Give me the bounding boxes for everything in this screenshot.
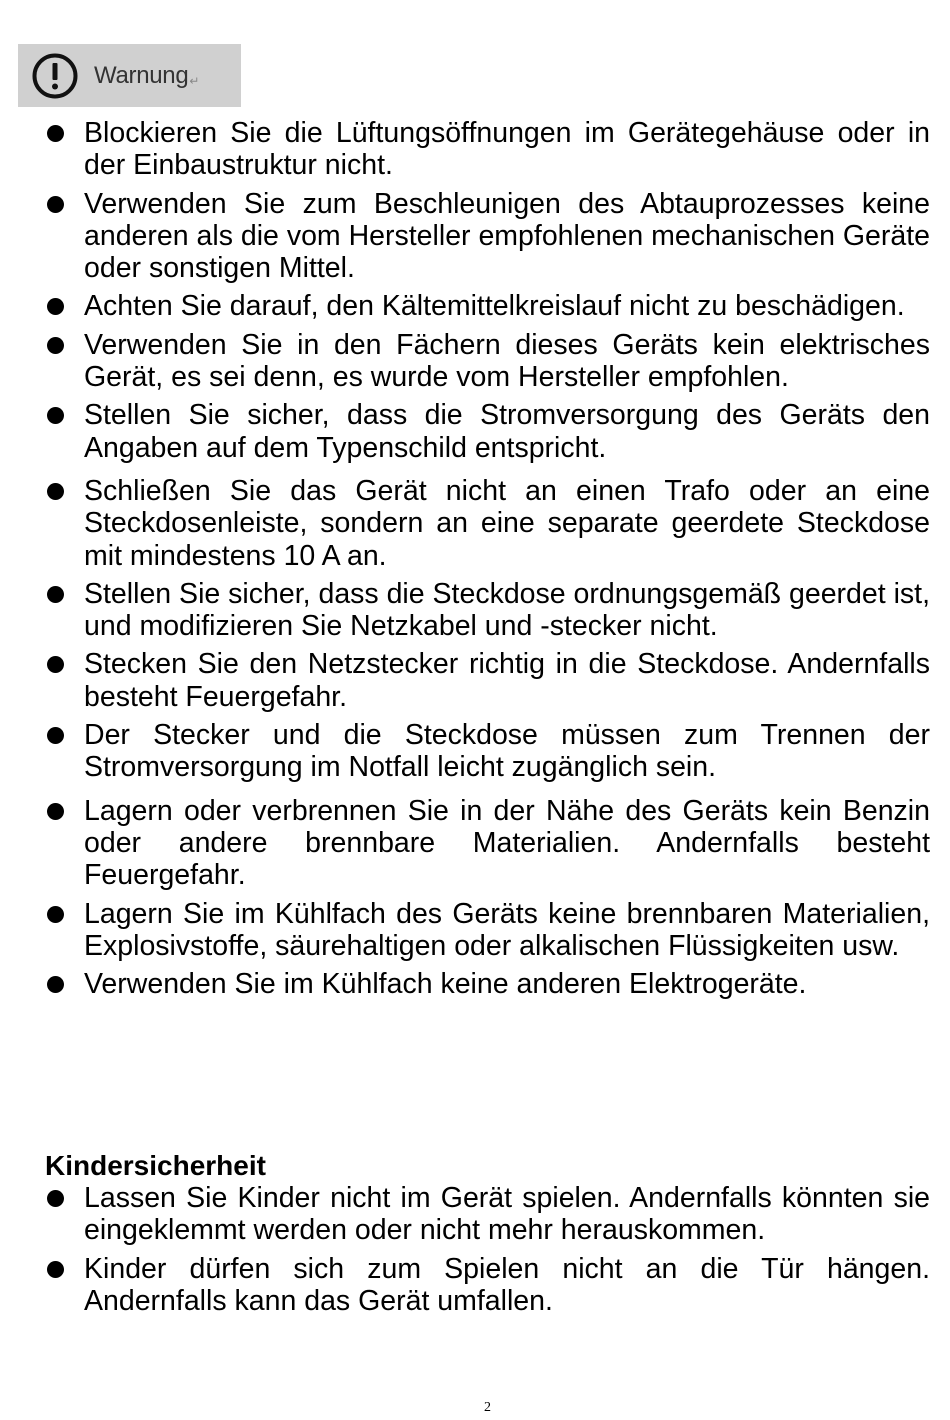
list-item — [0, 795, 950, 892]
bullet-icon — [47, 727, 64, 744]
list-item-text: Verwenden Sie im Kühlfach keine anderen Elektrogeräte. — [84, 968, 807, 1001]
section-heading: Kindersicherheit — [45, 1150, 266, 1181]
list-item — [0, 475, 950, 572]
warning-header — [18, 44, 241, 107]
bullet-icon — [47, 656, 64, 673]
list-item-text: Lagern Sie im Kühlfach des Geräts keine brennbaren Materialien, Explosivstoffe, säurehaltigen oder alkalischen Flüssigkeiten usw. — [84, 897, 930, 962]
bullet-icon — [47, 298, 64, 315]
warning-list — [0, 117, 950, 1000]
list-item — [0, 578, 950, 643]
bullet-icon — [47, 906, 64, 923]
exclamation-circle-icon — [31, 52, 79, 100]
bullet-icon — [47, 586, 64, 603]
bullet-icon — [47, 976, 64, 993]
list-item — [0, 719, 950, 784]
list-item — [0, 1182, 950, 1247]
list-item-text: Verwenden Sie in den Fächern dieses Geräts kein elektrisches Gerät, es sei denn, es wurde vom Hersteller empfohlen. — [84, 328, 930, 394]
list-item — [0, 290, 950, 322]
list-item-text: Stecken Sie den Netzstecker richtig in die Steckdose. Andernfalls besteht Feuergefahr. — [84, 648, 930, 713]
list-item-text: Blockieren Sie die Lüftungsöffnungen im Gerätegehäuse oder in der Einbaustruktur nicht. — [84, 117, 930, 182]
bullet-icon — [47, 407, 64, 424]
list-item-text: Lassen Sie Kinder nicht im Gerät spielen. Andernfalls könnten sie eingeklemmt werden oder nicht mehr herauskommen. — [84, 1182, 930, 1247]
bullet-icon — [47, 125, 64, 142]
list-item — [0, 329, 950, 394]
list-item-text: Der Stecker und die Steckdose müssen zum Trennen der Stromversorgung im Notfall leicht zugänglich sein. — [84, 719, 930, 784]
list-item — [0, 648, 950, 713]
warning-label: Warnung↵ — [94, 61, 200, 89]
bullet-icon — [47, 1261, 64, 1278]
list-item — [0, 188, 950, 285]
list-item-text: Schließen Sie das Gerät nicht an einen Trafo oder an eine Steckdosenleiste, sondern an eine separate geerdete Steckdose mit mindestens 10 A an. — [84, 474, 930, 572]
list-item-text: Stellen Sie sicher, dass die Steckdose ordnungsgemäß geerdet ist, und modifizieren Sie Netzkabel und -stecker nicht. — [84, 577, 930, 643]
bullet-icon — [47, 483, 64, 500]
page-number: 2 — [484, 1400, 491, 1415]
list-item-text: Stellen Sie sicher, dass die Stromversorgung des Geräts den Angaben auf dem Typenschild entspricht. — [84, 399, 930, 464]
bullet-icon — [47, 1190, 64, 1207]
child-safety-list — [0, 1182, 950, 1317]
bullet-icon — [47, 196, 64, 213]
list-item — [0, 117, 950, 182]
list-item — [0, 399, 950, 464]
list-item — [0, 1253, 950, 1318]
list-item-text: Lagern oder verbrennen Sie in der Nähe des Geräts kein Benzin oder andere brennbare Materialien. Andernfalls besteht Feuergefahr. — [84, 794, 930, 892]
list-item — [0, 898, 950, 963]
list-item-text: Achten Sie darauf, den Kältemittelkreislauf nicht zu beschädigen. — [84, 290, 905, 323]
list-item-text: Kinder dürfen sich zum Spielen nicht an die Tür hängen. Andernfalls kann das Gerät umfallen. — [84, 1252, 930, 1317]
bullet-icon — [47, 803, 64, 820]
bullet-icon — [47, 337, 64, 354]
list-item — [0, 968, 950, 1000]
paragraph-mark: ↵ — [189, 73, 200, 88]
list-item-text: Verwenden Sie zum Beschleunigen des Abtauprozesses keine anderen als die vom Hersteller empfohlenen mechanischen Geräte oder sonstigen Mittel. — [84, 187, 930, 285]
